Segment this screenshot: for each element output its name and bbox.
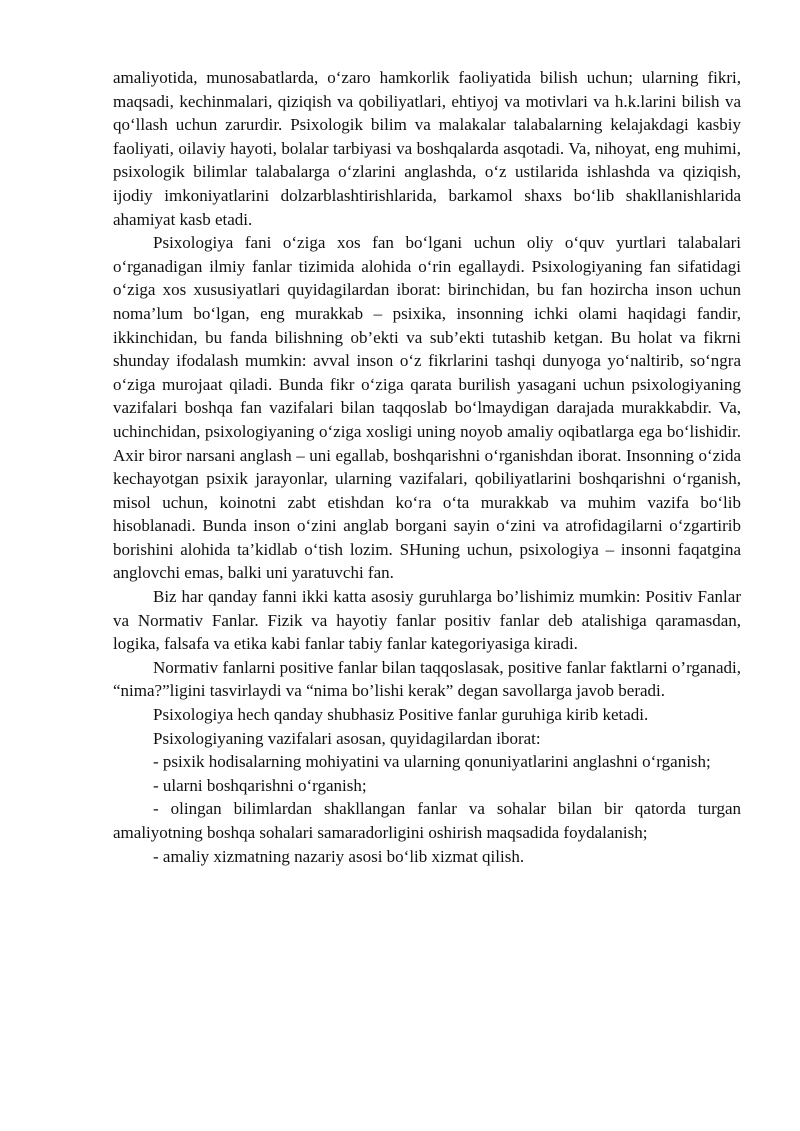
list-item: - ularni boshqarishni o‘rganish; (153, 775, 367, 795)
paragraph: amaliyotida, munosabatlarda, o‘zaro hamkorlik faoliyatida bilish uchun; ularning fikri, maqsadi, kechinmalari, qiziqish va qobiliyatlari, ehtiyoj va motivlari va h.k.larini bilish va qo‘llash uchun zarurdir. Psixologik bilim va malakalar talabalarning kelajakdagi kasbiy faoliyati, oilaviy hayoti, bolalar tarbiyasi va boshqalarda asqotadi. Va, nihoyat, eng muhimi, psixologik bilimlar talabalarga o‘zlarini anglashda, o‘z ustilarida ishlashda va qiziqish, ijodiy imkoniyatlarini dolzarblashtirishlarida, barkamol shaxs bo‘lib shakllanishlarida ahamiyat kasb etadi. (113, 68, 741, 229)
paragraph: Biz har qanday fanni ikki katta asosiy guruhlarga bo’lishimiz mumkin: Positiv Fanlar va Normativ Fanlar. Fizik va hayotiy fanlar positiv fanlar deb atalishiga qaramasdan, logika, falsafa va etika kabi fanlar tabiy fanlar kategoriyasiga kiradi. (113, 587, 741, 654)
paragraph: Psixologiyaning vazifalari asosan, quyidagilardan iborat: (153, 728, 541, 748)
list-item: - olingan bilimlardan shakllangan fanlar va sohalar bilan bir qatorda turgan amaliyotning boshqa sohalari samaradorligini oshirish maqsadida foydalanish; (113, 799, 741, 842)
list-item: - amaliy xizmatning nazariy asosi bo‘lib xizmat qilish. (153, 846, 525, 866)
paragraph: Normativ fanlarni positive fanlar bilan taqqoslasak, positive fanlar faktlarni o’rganadi, “nima?”ligini tasvirlaydi va “nima bo’lishi kerak” degan savollarga javob beradi. (113, 657, 741, 701)
paragraph: Psixologiya hech qanday shubhasiz Positive fanlar guruhiga kirib ketadi. (153, 705, 649, 725)
paragraph: Psixologiya fani o‘ziga xos fan bo‘lgani uchun oliy o‘quv yurtlari talabalari o‘rganadigan ilmiy fanlar tizimida alohida o‘rin egallaydi. Psixologiyaning fan sifatidagi o‘ziga xos xususiyatlari quyidagilardan iborat: birinchidan, bu fan hozircha inson uchun noma’lum bo‘lgan, eng murakkab – psixika, insonning ichki olami haqidagi fandir, ikkinchidan, bu fanda bilishning ob’ekti va sub’ekti tutashib ketgan. Bu holat va fikrni shunday ifodalash mumkin: avval inson o‘z fikrlarini tashqi dunyoga yo‘naltirib, so‘ngra o‘ziga murojaat qiladi. Bunda fikr o‘ziga qarata burilish yasagani uchun psixologiyaning vazifalari boshqa fan vazifalari bilan taqqoslab bo‘lmaydigan darajada murakkabdir. Va, uchinchidan, psixologiyaning o‘ziga xosligi uning noyob amaliy oqibatlarga ega bo‘lishidir. Axir biror narsani anglash – uni egallab, boshqarishni o‘rganishdan iborat. Insonning o‘zida kechayotgan psixik jarayonlar, ularning vazifalari, qobiliyatlarini boshqarishni o‘rganish, misol uchun, koinotni zabt etishdan ko‘ra o‘ta murakkab va muhim vazifa bo‘lib hisoblanadi. Bunda inson o‘zini anglab borgani sayin o‘zini va atrofidagilarni o‘zgartirib borishini alohida ta’kidlab o‘tish lozim. SHuning uchun, psixologiya – insonni faqatgina anglovchi emas, balki uni yaratuvchi fan. (113, 233, 741, 583)
list-item: - psixik hodisalarning mohiyatini va ularning qonuniyatlarini anglashni o‘rganish; (153, 752, 711, 772)
document-page (113, 66, 741, 868)
